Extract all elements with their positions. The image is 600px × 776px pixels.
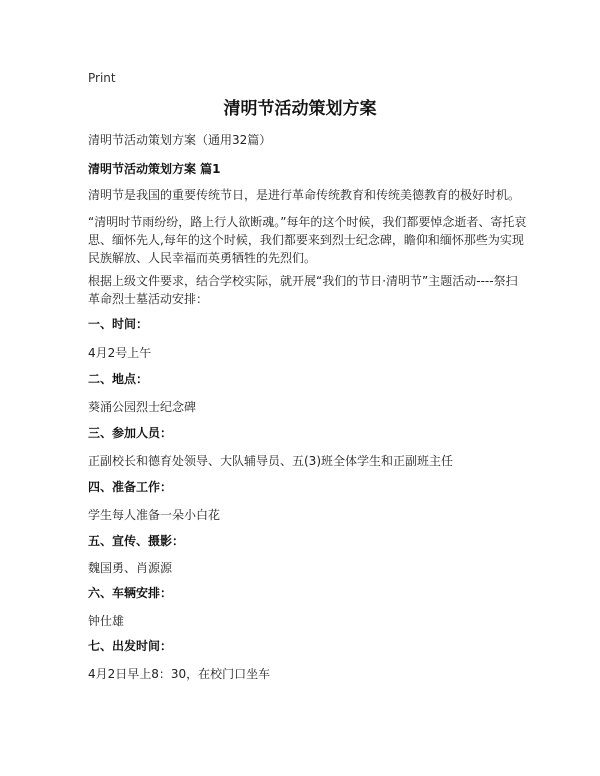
item-content-preparation: 学生每人准备一朵小白花 xyxy=(88,508,221,522)
item-heading-vehicles: 六、车辆安排： xyxy=(88,586,173,600)
paragraph-arrangement: 根据上级文件要求，结合学校实际，就开展“我们的节日·清明节”主题活动----祭扫革命烈士墓活动安排： xyxy=(88,274,518,306)
print-label: Print xyxy=(88,71,116,85)
item-heading-location: 二、地点： xyxy=(88,372,149,386)
document-title: 清明节活动策划方案 xyxy=(223,99,377,119)
document-subtitle: 清明节活动策划方案（通用32篇） xyxy=(88,133,272,147)
item-content-time: 4月2号上午 xyxy=(88,346,152,360)
item-heading-publicity: 五、宣传、摄影： xyxy=(88,534,185,548)
item-heading-departure: 七、出发时间： xyxy=(88,639,173,653)
paragraph-poem: “清明时节雨纷纷，路上行人欲断魂。”每年的这个时候，我们都要悼念逝者、寄托哀思、缅怀先人,每年的这个时候，我们都要来到烈士纪念碑，瞻仰和缅怀那些为实现民族解放、人民幸福而英勇牺牲的先烈们。 xyxy=(88,215,527,265)
item-heading-preparation: 四、准备工作： xyxy=(88,480,173,494)
item-heading-time: 一、时间： xyxy=(88,317,149,331)
item-content-vehicles: 钟仕雄 xyxy=(88,614,125,628)
item-content-participants: 正副校长和德育处领导、大队辅导员、五(3)班全体学生和正副班主任 xyxy=(88,454,454,468)
section-title: 清明节活动策划方案 篇1 xyxy=(88,162,221,176)
paragraph-intro: 清明节是我国的重要传统节日，是进行革命传统教育和传统美德教育的极好时机。 xyxy=(88,188,521,202)
item-content-location: 葵涌公园烈士纪念碑 xyxy=(88,400,197,414)
item-heading-participants: 三、参加人员： xyxy=(88,426,173,440)
item-content-publicity: 魏国勇、肖源源 xyxy=(88,561,173,575)
item-content-departure: 4月2日早上8：30，在校门口坐车 xyxy=(88,667,271,681)
